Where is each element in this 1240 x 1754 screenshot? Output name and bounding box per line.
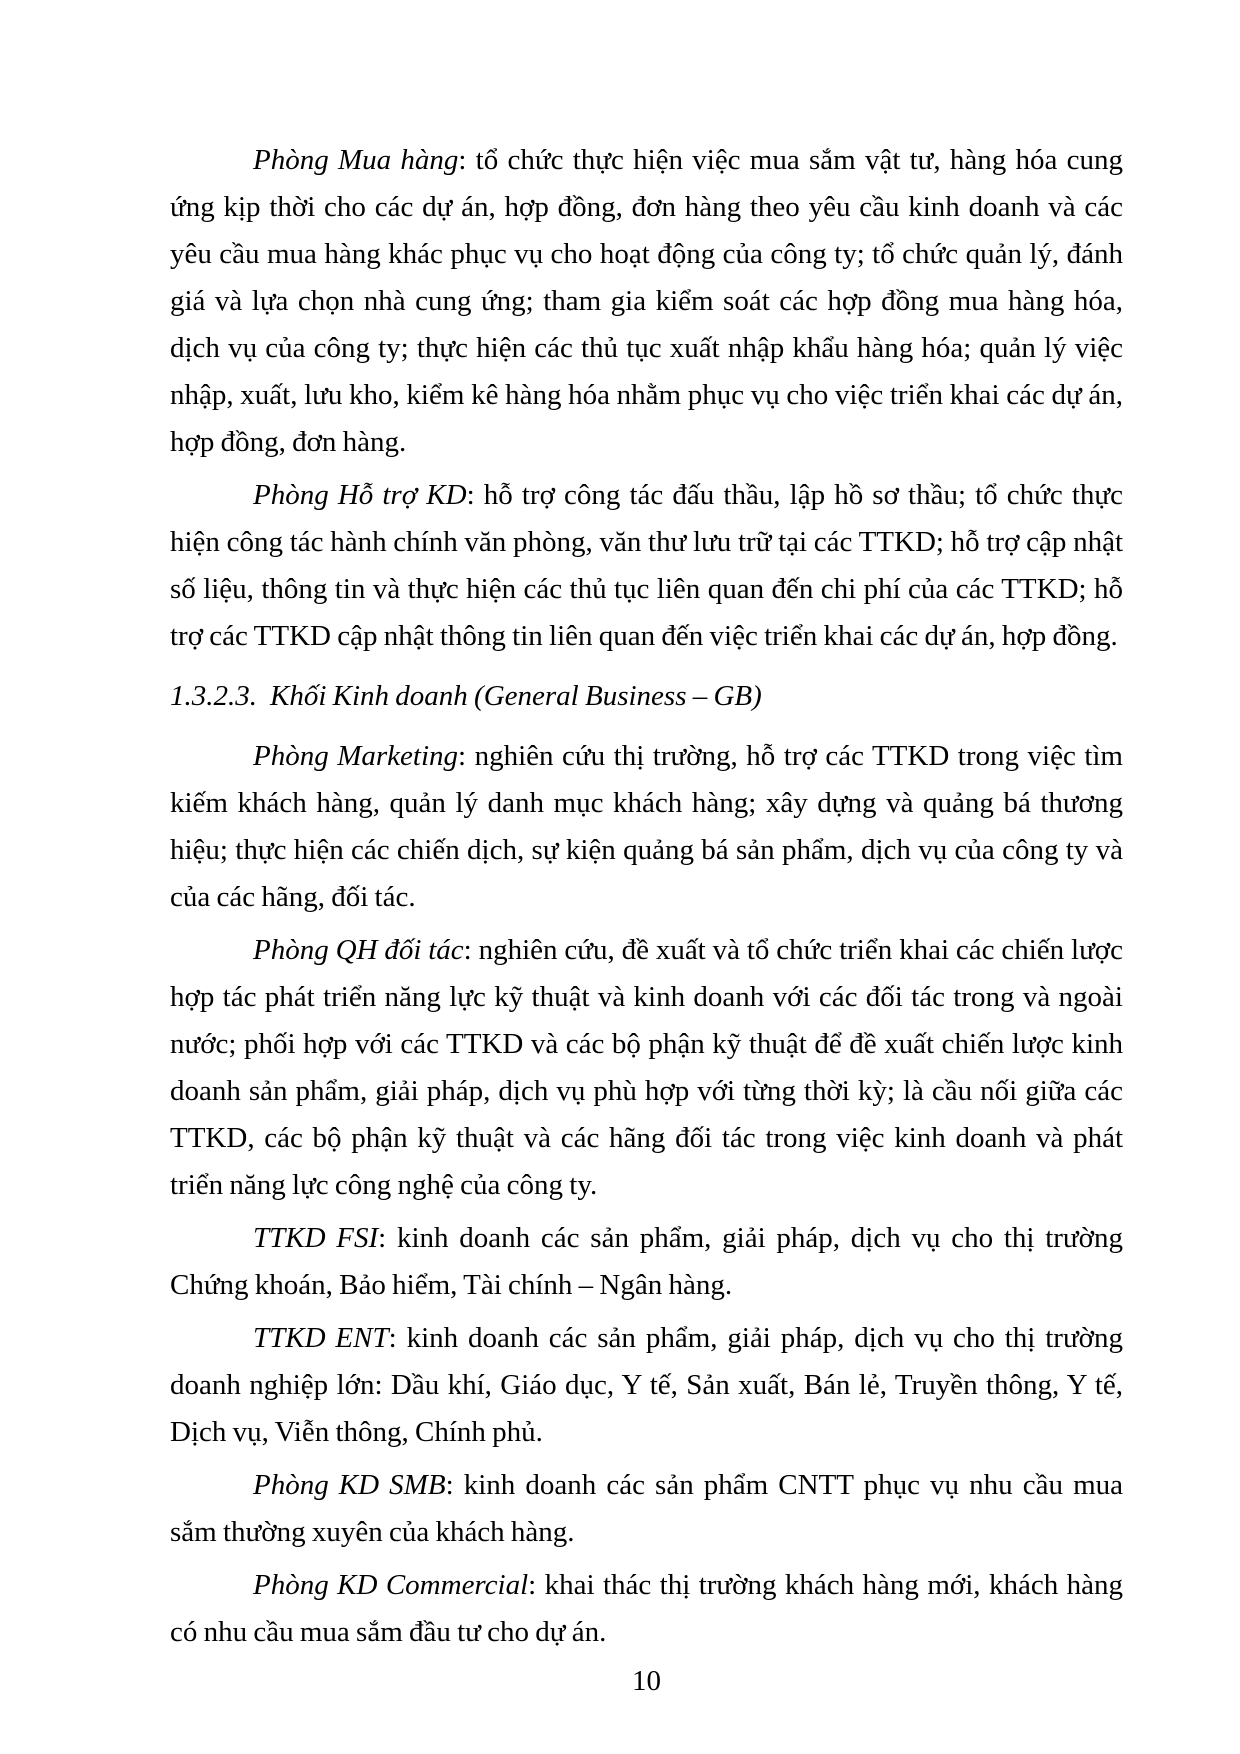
paragraph-body: : nghiên cứu, đề xuất và tổ chức triển khai các chiến lược hợp tác phát triển năng lực kỹ thuật và kinh doanh với các đối tác trong và ngoài nước; phối hợp với các TTKD và các bộ phận kỹ thuật để đề xuất chiến lược kinh doanh sản phẩm, giải pháp, dịch vụ phù hợp với từng thời kỳ; là cầu nối giữa các TTKD, các bộ phận kỹ thuật và các hãng đối tác trong việc kinh doanh và phát triển năng lực công nghệ của công ty.: [170, 934, 1123, 1201]
paragraph-ttkd-ent: [170, 1315, 1123, 1456]
section-number: 1.3.2.3.: [170, 680, 257, 712]
paragraph-lead: Phòng Marketing: [253, 740, 459, 772]
paragraph-mua-hang: [170, 137, 1123, 466]
paragraph-body: : tổ chức thực hiện việc mua sắm vật tư, hàng hóa cung ứng kịp thời cho các dự án, hợp đồng, đơn hàng theo yêu cầu kinh doanh và các yêu cầu mua hàng khác phục vụ cho hoạt động của công ty; tổ chức quản lý, đánh giá và lựa chọn nhà cung ứng; tham gia kiểm soát các hợp đồng mua hàng hóa, dịch vụ của công ty; thực hiện các thủ tục xuất nhập khẩu hàng hóa; quản lý việc nhập, xuất, lưu kho, kiểm kê hàng hóa nhằm phục vụ cho việc triển khai các dự án, hợp đồng, đơn hàng.: [170, 144, 1123, 458]
section-title: Khối Kinh doanh (General Business – GB): [270, 680, 762, 712]
paragraph-body: : hỗ trợ công tác đấu thầu, lập hồ sơ thầu; tổ chức thực hiện công tác hành chính văn phòng, văn thư lưu trữ tại các TTKD; hỗ trợ cập nhật số liệu, thông tin và thực hiện các thủ tục liên quan đến chi phí của các TTKD; hỗ trợ các TTKD cập nhật thông tin liên quan đến việc triển khai các dự án, hợp đồng.: [170, 479, 1124, 652]
paragraph-qh-doi-tac: [170, 927, 1123, 1209]
paragraph-body: : kinh doanh các sản phẩm, giải pháp, dịch vụ cho thị trường doanh nghiệp lớn: Dầu khí, Giáo dục, Y tế, Sản xuất, Bán lẻ, Truyền thông, Y tế, Dịch vụ, Viễn thông, Chính phủ.: [170, 1322, 1123, 1448]
paragraph-lead: Phòng KD SMB: [253, 1469, 446, 1501]
paragraph-body: : kinh doanh các sản phẩm CNTT phục vụ nhu cầu mua sắm thường xuyên của khách hàng.: [170, 1469, 1124, 1548]
paragraph-ho-tro-kd: [170, 472, 1123, 660]
paragraph-ttkd-fsi: [170, 1215, 1123, 1309]
paragraph-body: : khai thác thị trường khách hàng mới, khách hàng có nhu cầu mua sắm đầu tư cho dự án.: [170, 1569, 1123, 1648]
paragraph-lead: TTKD FSI: [253, 1222, 379, 1254]
paragraph-kd-commercial: [170, 1562, 1123, 1656]
paragraph-lead: Phòng KD Commercial: [253, 1569, 529, 1601]
paragraph-lead: Phòng Mua hàng: [253, 144, 459, 176]
text-block: [170, 137, 1123, 1662]
paragraph-lead: TTKD ENT: [253, 1322, 389, 1354]
paragraph-body: : nghiên cứu thị trường, hỗ trợ các TTKD trong việc tìm kiếm khách hàng, quản lý danh mục khách hàng; xây dựng và quảng bá thương hiệu; thực hiện các chiến dịch, sự kiện quảng bá sản phẩm, dịch vụ của công ty và của các hãng, đối tác.: [170, 740, 1123, 913]
paragraph-kd-smb: [170, 1462, 1123, 1556]
paragraph-body: : kinh doanh các sản phẩm, giải pháp, dịch vụ cho thị trường Chứng khoán, Bảo hiểm, Tài chính – Ngân hàng.: [170, 1222, 1123, 1301]
paragraph-lead: Phòng Hỗ trợ KD: [253, 479, 467, 511]
paragraph-lead: Phòng QH đối tác: [253, 934, 464, 966]
page-number: 10: [632, 1665, 661, 1697]
paragraph-marketing: [170, 733, 1123, 921]
section-heading: [170, 673, 1123, 720]
